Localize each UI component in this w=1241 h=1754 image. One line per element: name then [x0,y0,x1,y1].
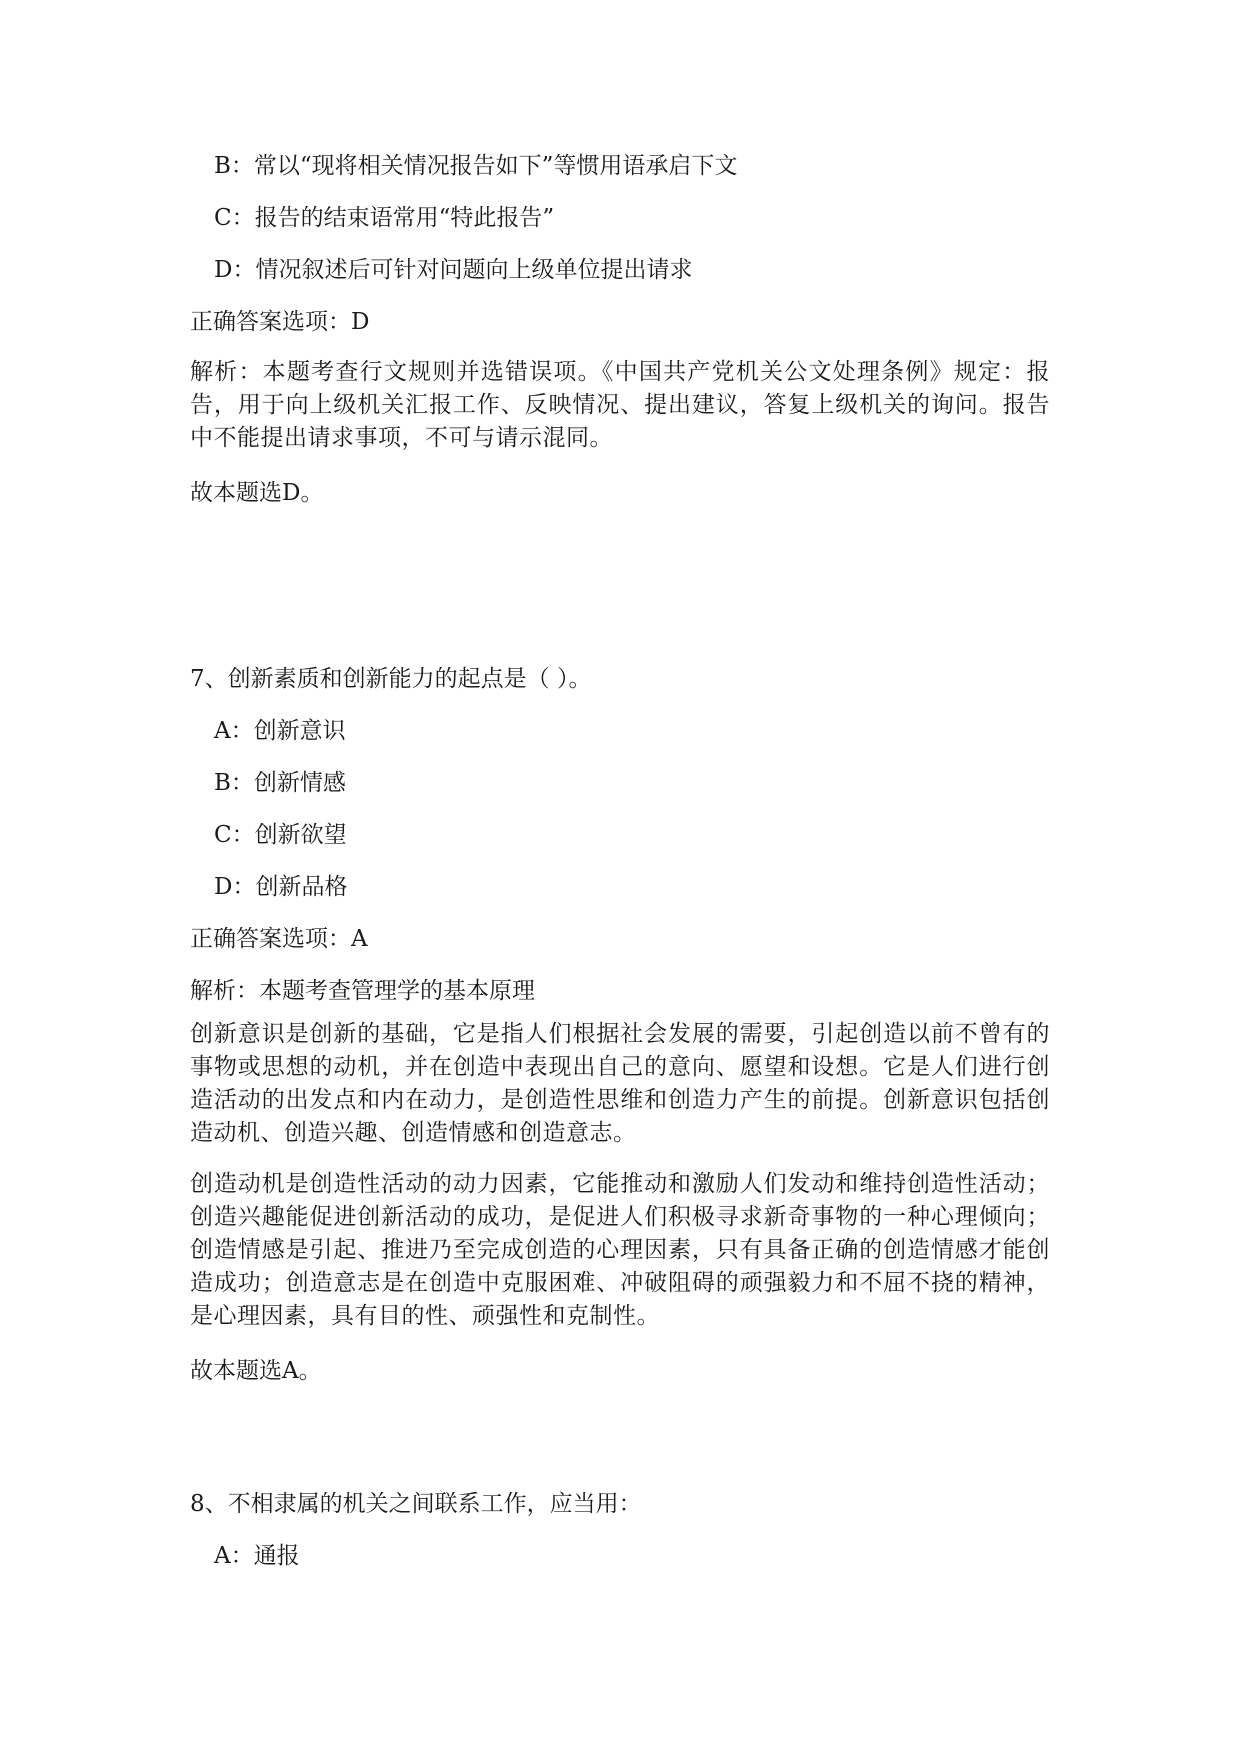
q7-paragraph-1: 创新意识是创新的基础，它是指人们根据社会发展的需要，引起创造以前不曾有的事物或思想的动机，并在创造中表现出自己的意向、愿望和设想。它是人们进行创造活动的出发点和内在动力，是创造性思维和创造力产生的前提。创新意识包括创造动机、创造兴趣、创造情感和创造意志。 [190,1021,1050,1146]
q7-option-c: C：创新欲望 [214,822,347,848]
q8-option-a: A：通报 [214,1543,300,1569]
q8-question: 8、不相隶属的机关之间联系工作，应当用： [190,1491,642,1517]
q7-paragraph-2: 创造动机是创造性活动的动力因素，它能推动和激励人们发动和维持创造性活动；创造兴趣能促进创新活动的成功，是促进人们积极寻求新奇事物的一种心理倾向；创造情感是引起、推进乃至完成创造的心理因素，只有具备正确的创造情感才能创造成功；创造意志是在创造中克服困难、冲破阻碍的顽强毅力和不屈不挠的精神，是心理因素，具有目的性、顽强性和克制性。 [190,1171,1050,1329]
q7-option-d: D：创新品格 [214,874,348,900]
q6-option-c: C：报告的结束语常用“特此报告” [214,205,555,231]
q6-option-d: D：情况叙述后可针对问题向上级单位提出请求 [214,257,693,283]
q7-answer: 正确答案选项：A [190,926,368,952]
q6-conclusion: 故本题选D。 [190,480,324,506]
q6-analysis: 解析：本题考查行文规则并选错误项。《中国共产党机关公文处理条例》规定：报告，用于向上级机关汇报工作、反映情况、提出建议，答复上级机关的询问。报告中不能提出请求事项，不可与请示混同。 [190,359,1050,451]
q6-option-b: B：常以“现将相关情况报告如下”等惯用语承启下文 [214,153,738,179]
q6-answer: 正确答案选项：D [190,309,370,335]
q7-option-b: B：创新情感 [214,770,346,796]
q7-conclusion: 故本题选A。 [190,1358,322,1384]
q7-option-a: A：创新意识 [214,718,346,744]
q7-analysis: 解析：本题考查管理学的基本原理 [190,978,535,1004]
q7-question: 7、创新素质和创新能力的起点是（ ）。 [190,666,592,692]
